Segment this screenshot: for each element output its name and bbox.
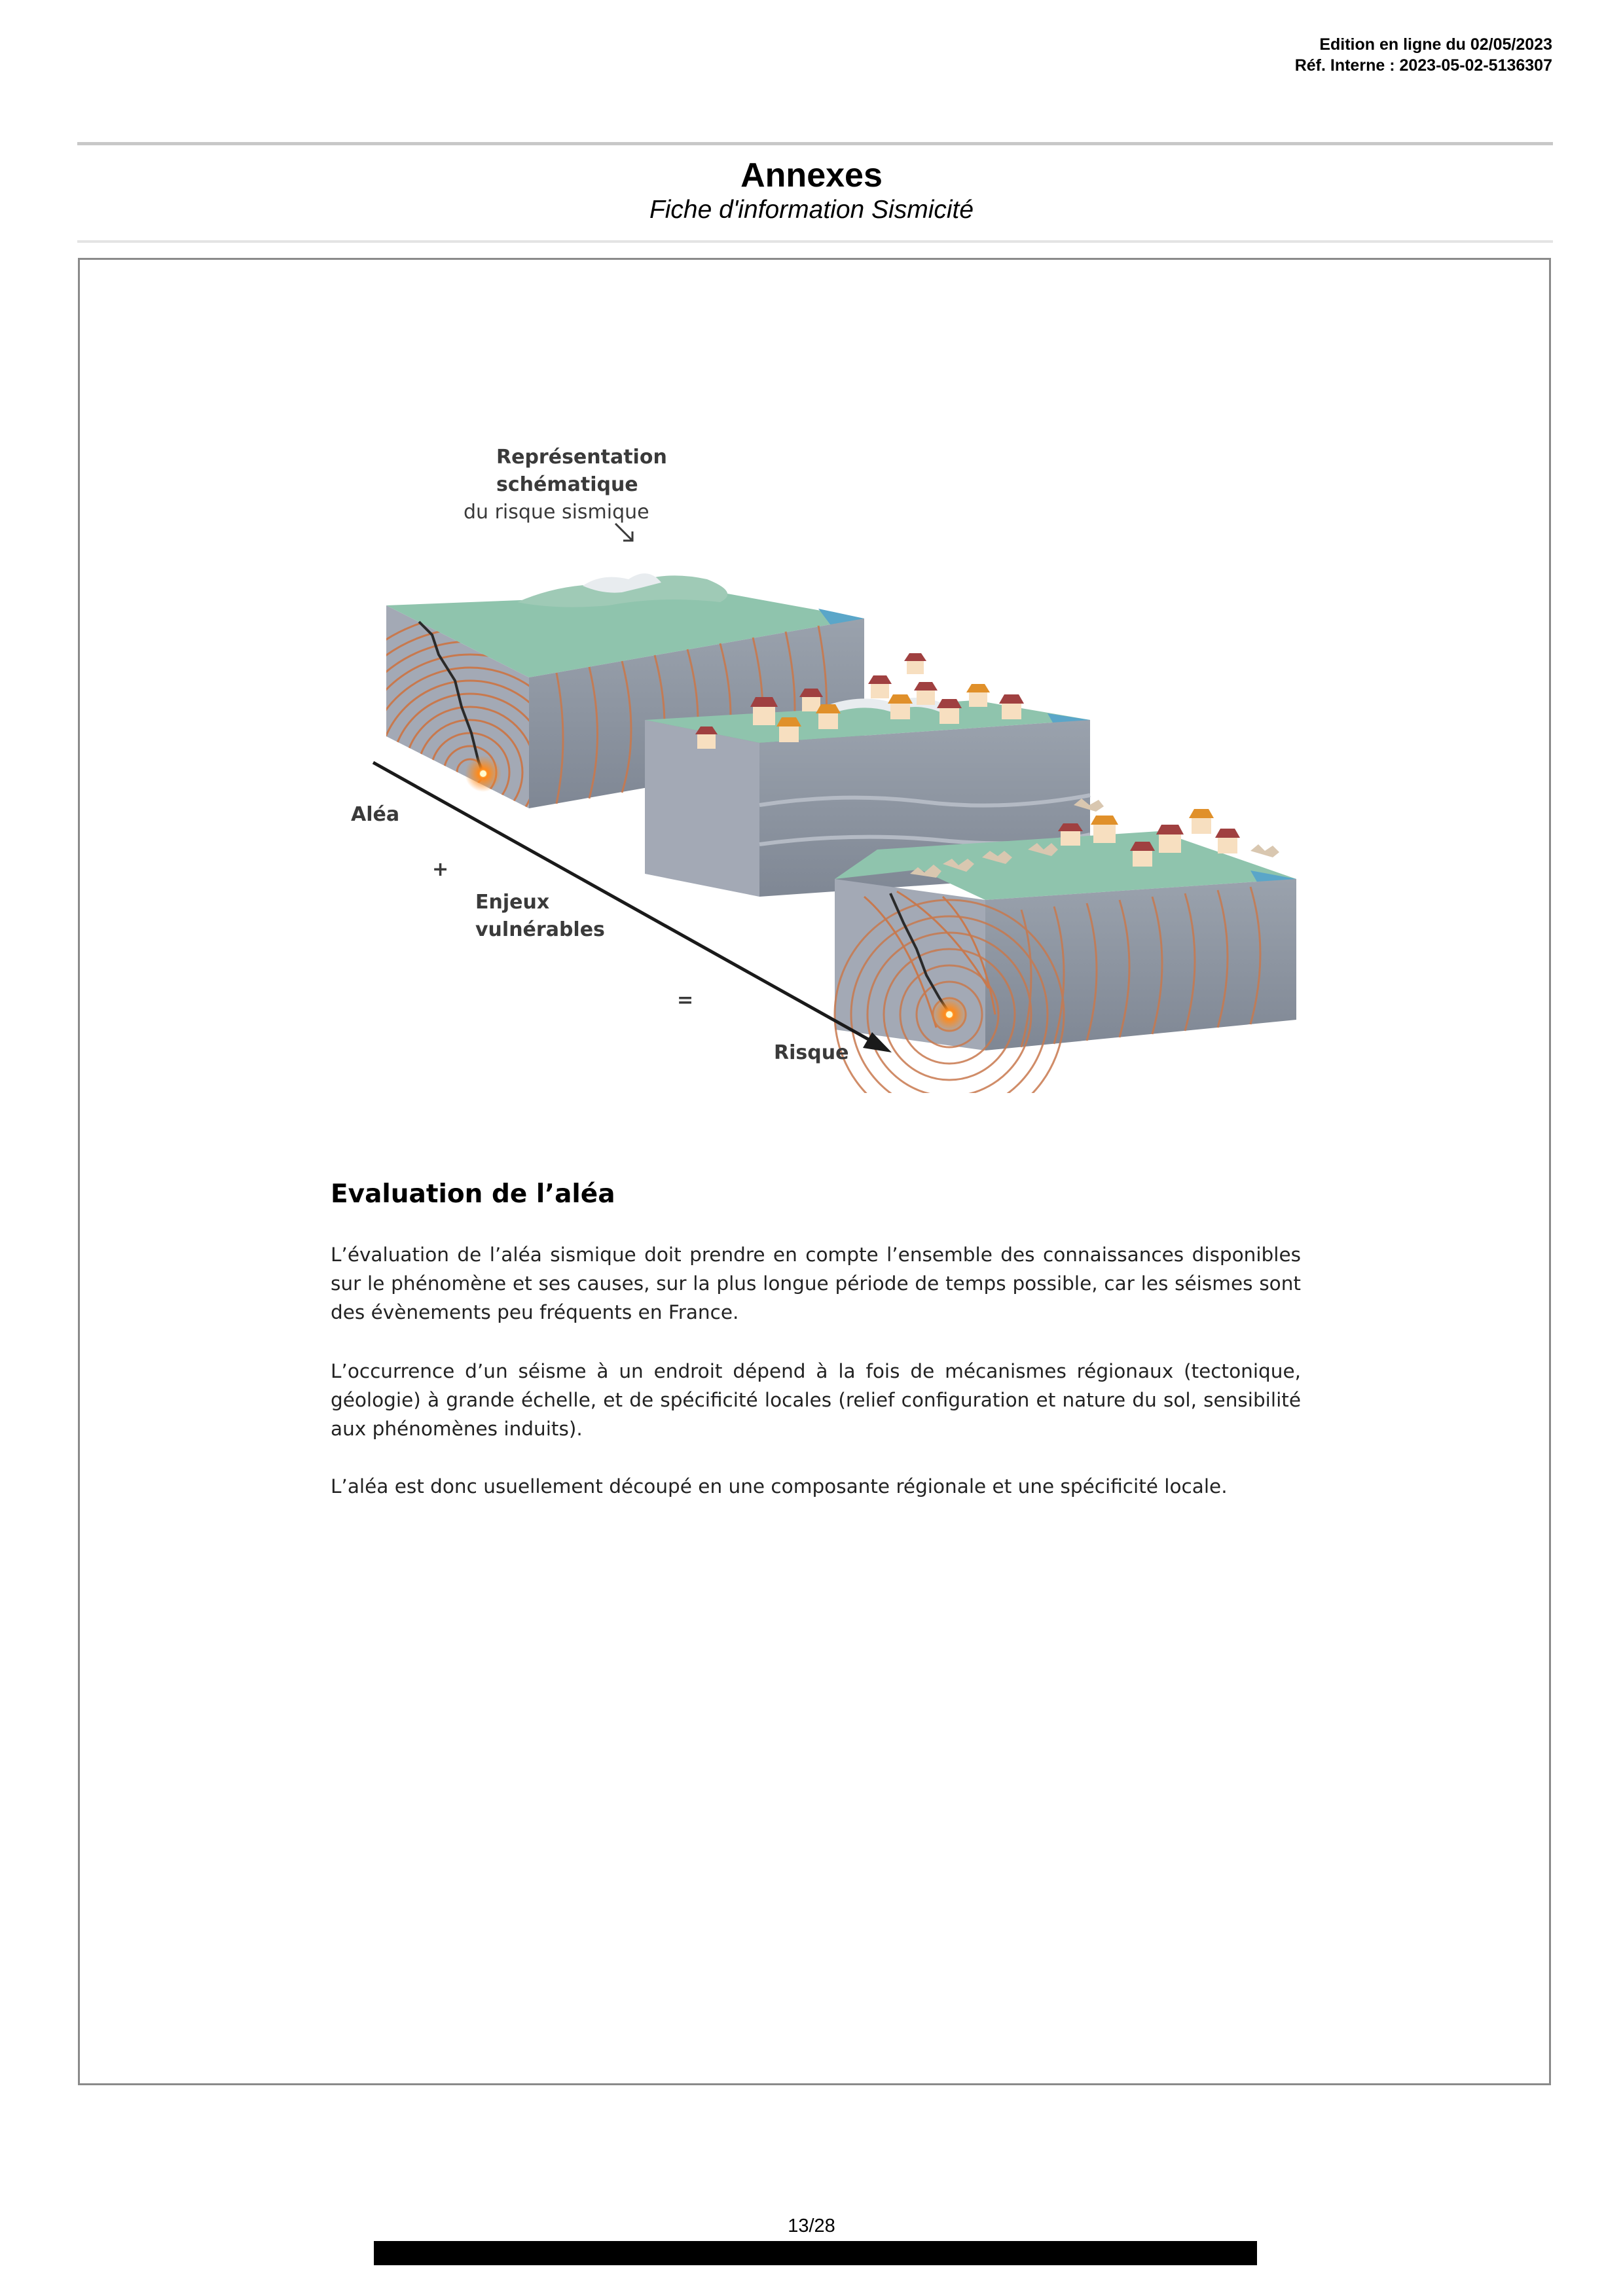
paragraph-1: L’évaluation de l’aléa sismique doit prendre en compte l’ensemble des connaissances disponibles sur le phénomène et ses causes, sur la plus longue période de temps possible, car les séismes sont des évènements peu fréquents en France. — [331, 1244, 1301, 1323]
caption-arrow-icon — [615, 524, 632, 541]
header-rule-top — [77, 142, 1553, 145]
paragraph-2: L’occurrence d’un séisme à un endroit dépend à la fois de mécanismes régionaux (tectonique, géologie) à grande échelle, et de spécificité locales (relief configuration et nature du sol, sensibilité aux phénomènes induits). — [331, 1360, 1301, 1440]
seismic-risk-illustration — [321, 439, 1316, 1093]
label-enjeux-line-1: Enjeux — [475, 891, 550, 914]
figure-caption-line-2: schématique — [496, 473, 638, 496]
label-plus: + — [432, 858, 449, 881]
label-alea: Aléa — [351, 803, 400, 826]
document-meta — [1295, 34, 1552, 76]
internal-reference: Réf. Interne : 2023-05-02-5136307 — [1294, 56, 1552, 75]
label-enjeux-line-2: vulnérables — [475, 918, 605, 941]
page-title: Annexes — [740, 156, 883, 194]
edition-date: Edition en ligne du 02/05/2023 — [1319, 35, 1552, 54]
page-subtitle: Fiche d'information Sismicité — [649, 196, 974, 224]
seismic-risk-figure — [321, 439, 1316, 1093]
figure-caption-line-1: Représentation — [496, 446, 667, 469]
header-rule-bottom — [77, 240, 1553, 243]
paragraph-3: L’aléa est donc usuellement découpé en une composante régionale et une spécificité locale. — [331, 1475, 1228, 1498]
label-equals: = — [677, 989, 694, 1012]
page-number: 13/28 — [788, 2215, 835, 2236]
footer-bar — [374, 2241, 1257, 2265]
label-risque: Risque — [774, 1041, 849, 1064]
figure-caption-line-3: du risque sismique — [464, 501, 649, 524]
section-title: Evaluation de l’aléa — [331, 1179, 615, 1209]
